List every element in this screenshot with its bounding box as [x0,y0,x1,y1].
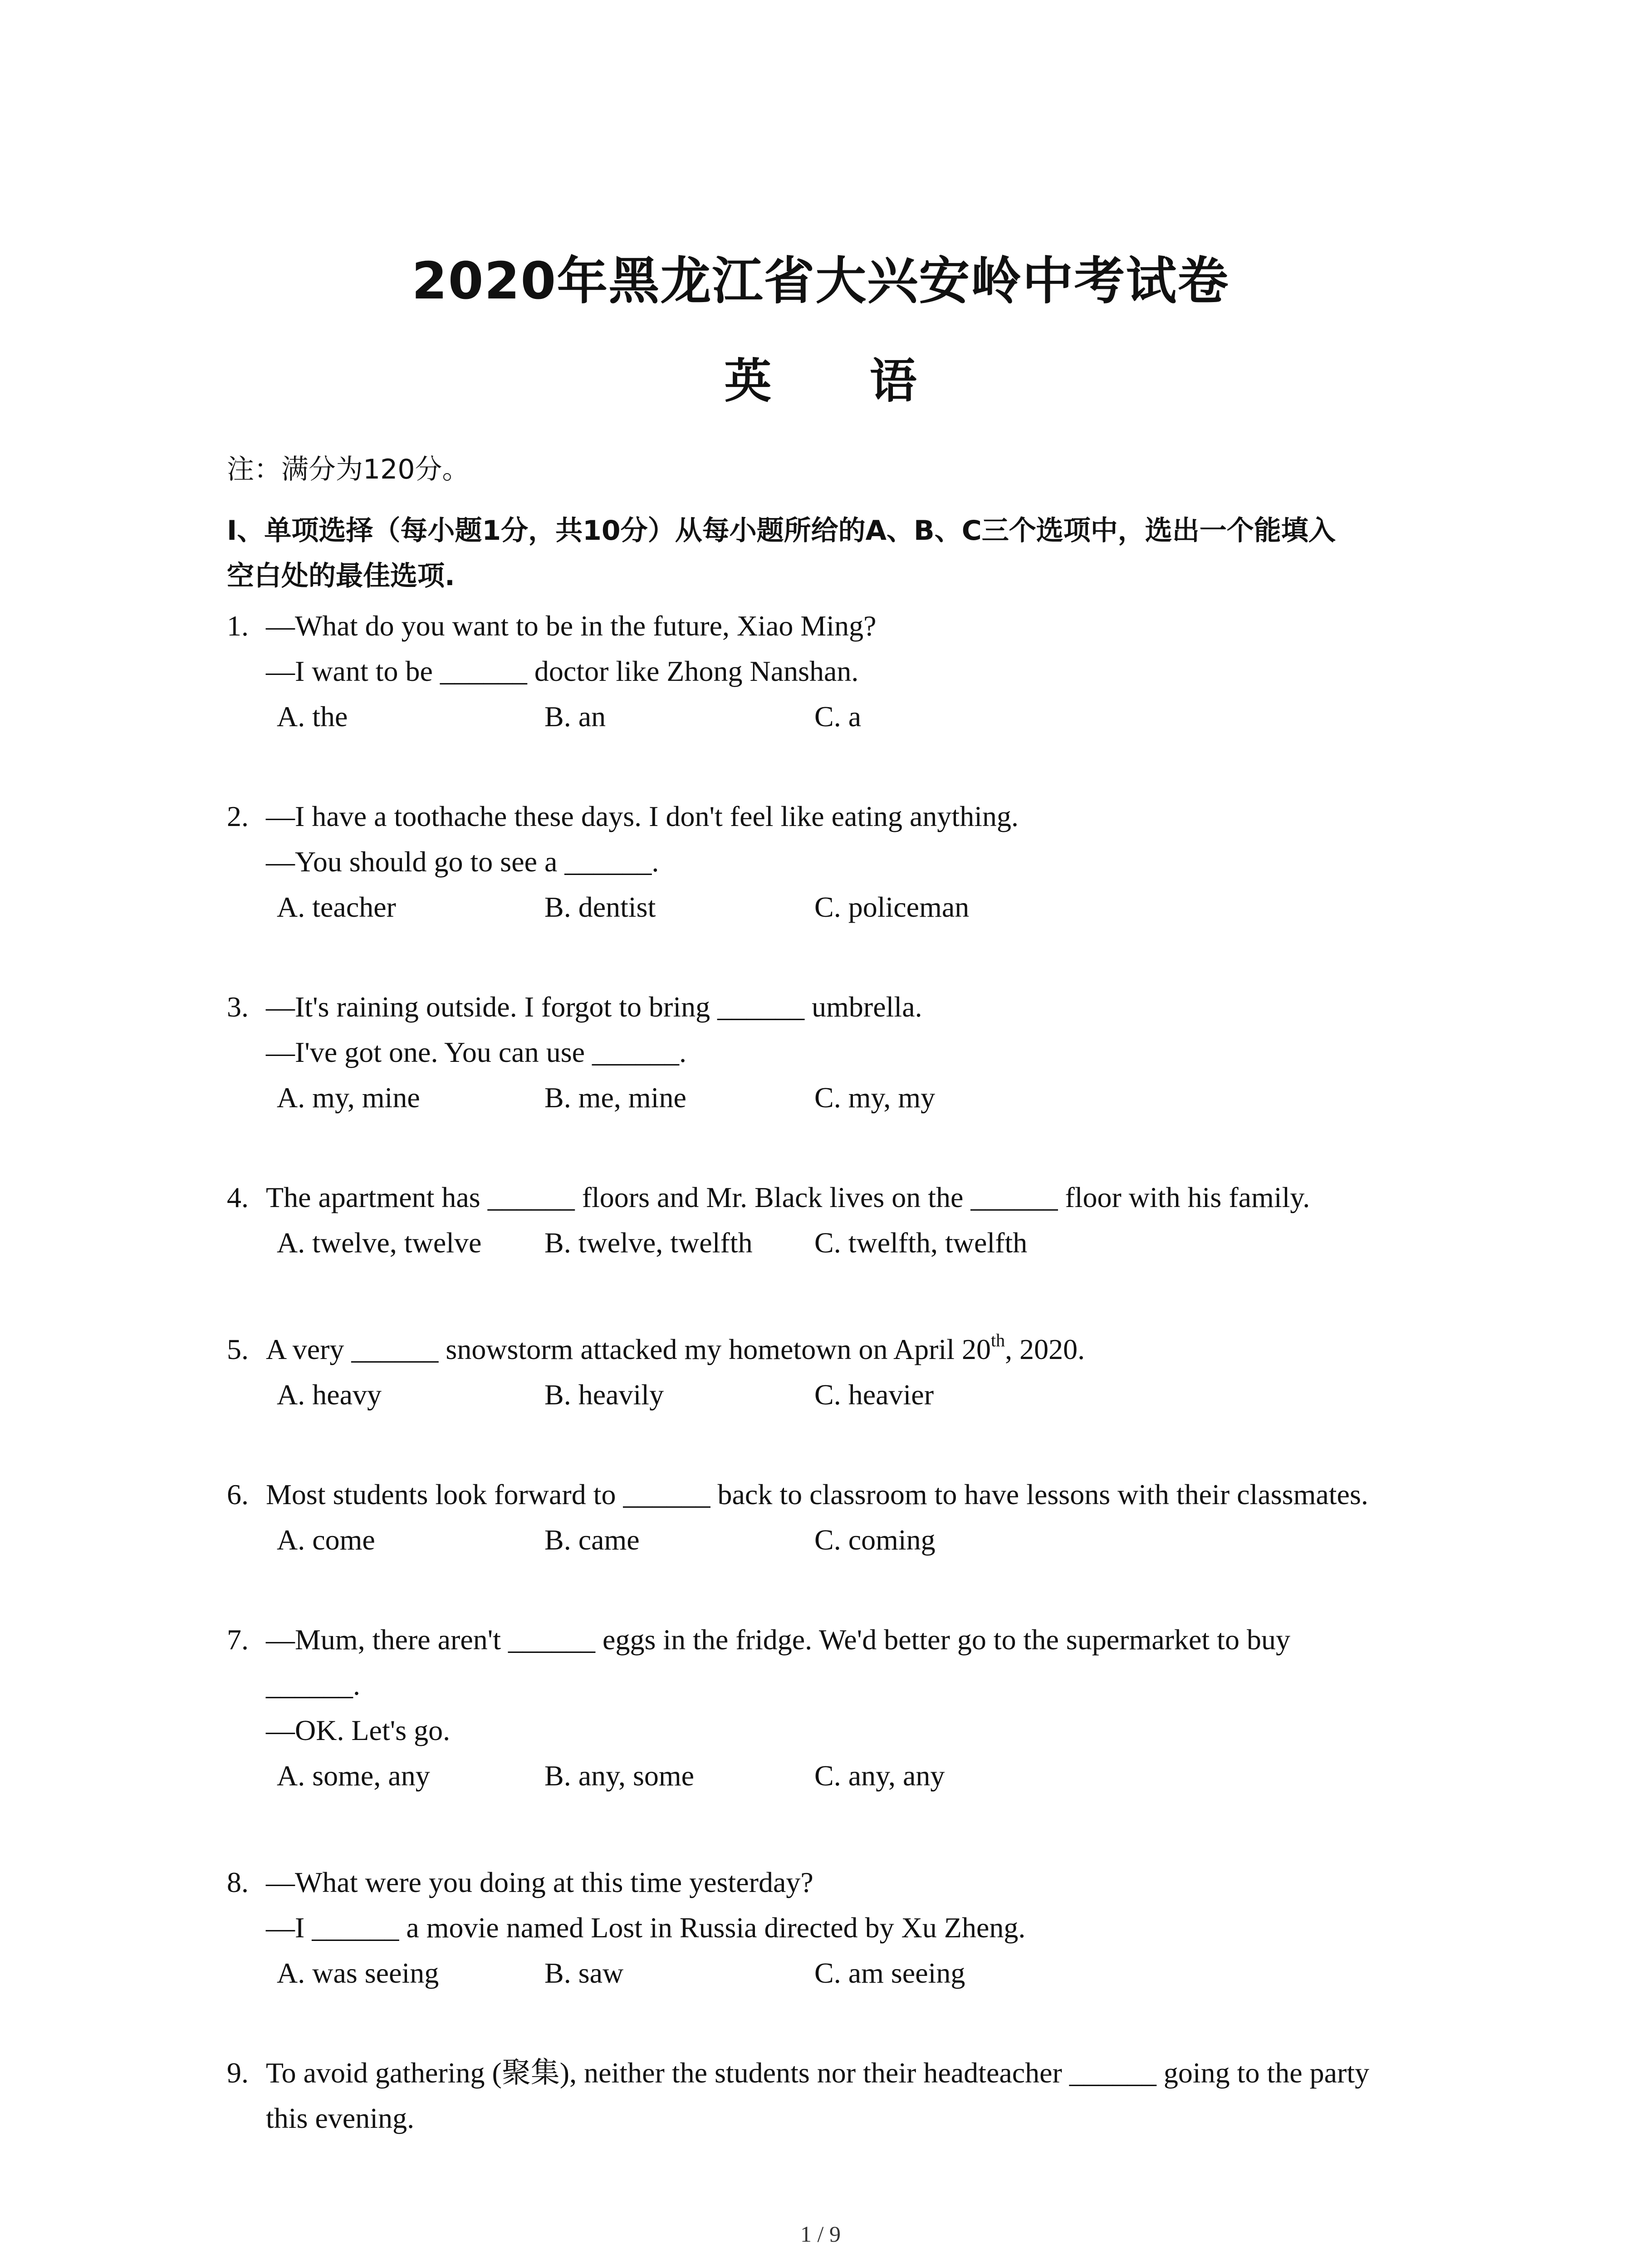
option-b: B. twelve, twelfth [544,1227,753,1259]
question-line: —What do you want to be in the future, Xiao Ming? [266,610,877,642]
option-c: C. a [814,700,862,733]
option-c: C. policeman [814,891,970,923]
question-number: 6. [227,1478,249,1510]
question-number: 9. [227,2057,249,2089]
option-c: C. twelfth, twelfth [814,1227,1028,1259]
question-number: 5. [227,1333,249,1365]
question-line: ______. [266,1669,360,1701]
question-line: The apartment has ______ floors and Mr. Black lives on the ______ floor with his family. [266,1181,1310,1213]
question-number: 1. [227,610,249,642]
question-number: 2. [227,800,249,832]
question-line: —It's raining outside. I forgot to bring ______ umbrella. [266,991,922,1023]
question-line: Most students look forward to ______ back to classroom to have lessons with their classmates. [266,1478,1368,1510]
question-line-text: , 2020. [1005,1333,1085,1365]
question-line: —What were you doing at this time yesterday? [266,1866,813,1898]
question-line: —I ______ a movie named Lost in Russia directed by Xu Zheng. [266,1911,1026,1944]
option-a: A. come [277,1524,375,1556]
option-a: A. teacher [277,891,396,923]
section-heading-line-2: 空白处的最佳选项. [227,560,455,592]
option-a: A. was seeing [277,1957,439,1989]
option-a: A. some, any [277,1760,430,1792]
option-a: A. the [277,700,348,733]
question-line: —I want to be ______ doctor like Zhong Nanshan. [266,655,859,687]
question-number: 4. [227,1181,249,1213]
option-c: C. coming [814,1524,936,1556]
question-line-text: A very ______ snowstorm attacked my hometown on April 20 [266,1333,991,1365]
question-line: this evening. [266,2102,415,2134]
score-note: 注：满分为120分。 [227,454,470,485]
option-b: B. saw [544,1957,624,1989]
question-line: To avoid gathering (聚集), neither the students nor their headteacher ______ going to the party [266,2057,1370,2089]
option-b: B. any, some [544,1760,695,1792]
option-c: C. any, any [814,1760,945,1792]
option-c: C. heavier [814,1378,934,1411]
option-a: A. heavy [277,1378,382,1411]
question-number: 8. [227,1866,249,1898]
ordinal-suffix: th [991,1330,1005,1350]
section-heading [227,508,1452,599]
question-line: —I've got one. You can use ______. [266,1036,686,1068]
page-title: 2020年黑龙江省大兴安岭中考试卷 [411,252,1230,311]
page-number: 1 / 9 [800,2221,841,2247]
question-line: —Mum, there aren't ______ eggs in the fridge. We'd better go to the supermarket to buy [266,1623,1290,1656]
question-line: —You should go to see a ______. [266,846,659,878]
option-c: C. my, my [814,1081,936,1114]
question-number: 3. [227,991,249,1023]
section-heading-line-1: Ⅰ、单项选择（每小题1分，共10分）从每小题所给的A、B、C三个选项中，选出一个能填入 [227,515,1336,547]
question-line: —OK. Let's go. [266,1714,451,1746]
option-b: B. came [544,1524,640,1556]
option-c: C. am seeing [814,1957,965,1989]
option-a: A. twelve, twelve [277,1227,482,1259]
question-number: 7. [227,1623,249,1656]
question-line: —I have a toothache these days. I don't feel like eating anything. [266,800,1019,832]
option-b: B. dentist [544,891,656,923]
option-a: A. my, mine [277,1081,420,1114]
option-b: B. heavily [544,1378,664,1411]
page-subtitle: 英 语 [724,353,958,409]
question-line [266,1329,1085,1370]
option-b: B. an [544,700,606,733]
option-b: B. me, mine [544,1081,686,1114]
